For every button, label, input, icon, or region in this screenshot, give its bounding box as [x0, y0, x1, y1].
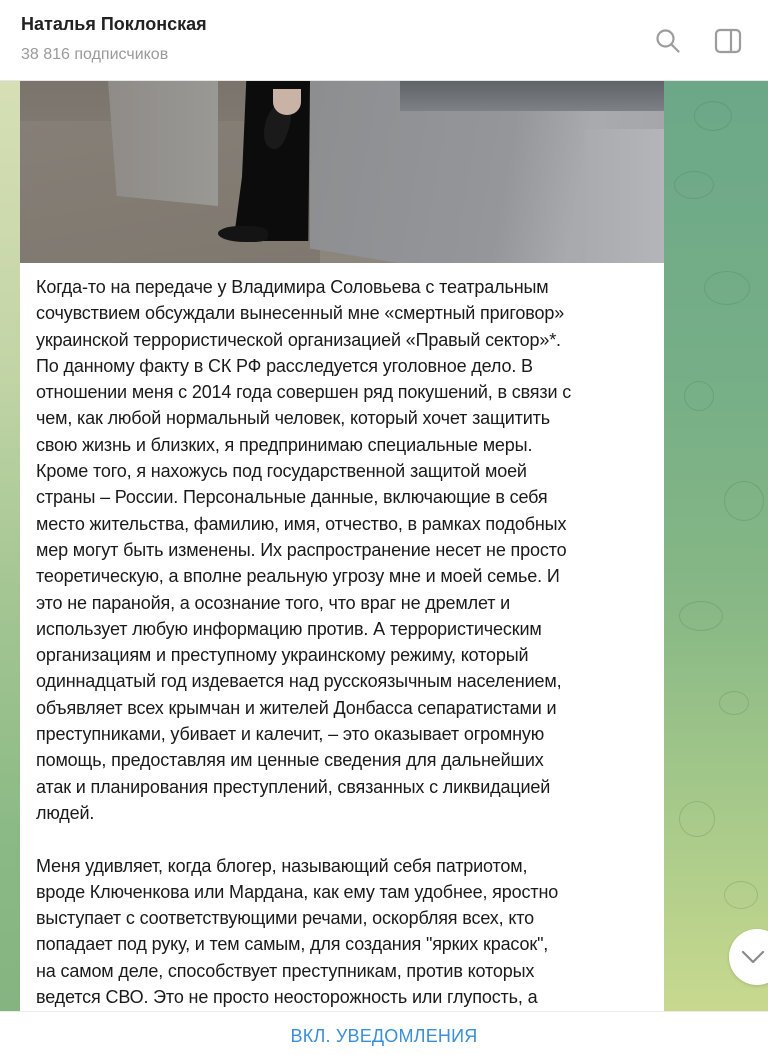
post-paragraph [36, 274, 656, 826]
text-line: мер могут быть изменены. Их распространение несет не просто [36, 539, 567, 560]
text-line: атак и планирования преступлений, связанных с ликвидацией [36, 776, 551, 797]
text-line: ведется СВО. Это не просто неосторожность или глупость, а [36, 987, 538, 1008]
right-panel-icon [714, 28, 742, 54]
text-line: преступниками, убивает и калечит, – это оказывает огромную [36, 724, 545, 745]
text-line: выступает с соответствующими речами, оскорбляя всех, кто [36, 908, 535, 929]
toggle-side-panel-button[interactable] [713, 26, 743, 56]
wallpaper-doodle [724, 881, 758, 909]
photo-block-top [400, 81, 664, 111]
text-line: одиннадцатый год издевается над русскоязычным населением, [36, 671, 562, 692]
enable-notifications-button[interactable]: ВКЛ. УВЕДОМЛЕНИЯ [290, 1026, 478, 1046]
search-button[interactable] [653, 26, 683, 56]
text-line: организациям и преступному украинскому режиму, который [36, 645, 529, 666]
text-line: украинской террористической организацией «Правый сектор»*. [36, 329, 561, 350]
text-line: людей. [36, 802, 95, 823]
wallpaper-doodle [719, 691, 749, 715]
text-line: использует любую информацию против. А террористическим [36, 618, 542, 639]
wallpaper-doodle [724, 481, 764, 521]
text-line: место жительства, фамилию, имя, отчество, в рамках подобных [36, 513, 567, 534]
post-photo[interactable] [20, 81, 664, 263]
chevron-down-icon [741, 950, 765, 964]
text-line: По данному факту в СК РФ расследуется уголовное дело. В [36, 355, 533, 376]
post-paragraph [36, 853, 656, 1011]
wallpaper-doodle [694, 101, 732, 131]
photo-pillar [108, 81, 218, 206]
text-line: Когда-то на передаче у Владимира Соловьева с театральным [36, 277, 549, 297]
text-line: это не паранойя, а осознание того, что враг не дремлет и [36, 592, 511, 613]
photo-shoe [218, 226, 268, 242]
wallpaper-doodle [704, 271, 750, 305]
channel-title[interactable]: Наталья Поклонская [21, 14, 207, 34]
text-line: теоретическую, а вполне реальную угрозу мне и моей семье. И [36, 566, 560, 587]
text-line: чем, как любой нормальный человек, который хочет защитить [36, 408, 550, 429]
search-icon [655, 28, 681, 54]
wallpaper-doodle [679, 601, 723, 631]
text-line: сочувствием обсуждали вынесенный мне «смертный приговор» [36, 303, 565, 324]
text-line: помощь, предоставляя им ценные сведения для дальнейших [36, 750, 544, 771]
wallpaper-doodle [674, 171, 714, 199]
text-line: страны – России. Персональные данные, включающие в себя [36, 487, 548, 508]
text-line: вроде Ключенкова или Мардана, как ему там удобнее, яростно [36, 881, 559, 902]
wallpaper-doodle [679, 801, 715, 837]
wallpaper-doodle [684, 381, 714, 411]
text-line: свою жизнь и близких, я предпринимаю специальные меры. [36, 434, 533, 455]
post-text [36, 274, 656, 1011]
text-line: Кроме того, я нахожусь под государственной защитой моей [36, 461, 527, 482]
text-line: на самом деле, способствует преступникам, против которых [36, 960, 535, 981]
channel-post [20, 81, 664, 1011]
subscriber-count: 38 816 подписчиков [21, 46, 169, 63]
text-line: попадает под руку, и тем самым, для создания "ярких красок", [36, 934, 549, 955]
photo-block-face [585, 129, 664, 263]
channel-header [0, 0, 768, 81]
text-line: Меня удивляет, когда блогер, называющий себя патриотом, [36, 855, 528, 876]
wallpaper-right-strip [664, 81, 768, 1011]
text-line: отношении меня с 2014 года совершен ряд покушений, в связи с [36, 382, 572, 403]
wallpaper-left-strip [0, 81, 20, 1011]
photo-foot [273, 89, 301, 115]
bottom-bar [0, 1011, 768, 1055]
text-line: объявляет всех крымчан и жителей Донбасса сепаратистами и [36, 697, 557, 718]
